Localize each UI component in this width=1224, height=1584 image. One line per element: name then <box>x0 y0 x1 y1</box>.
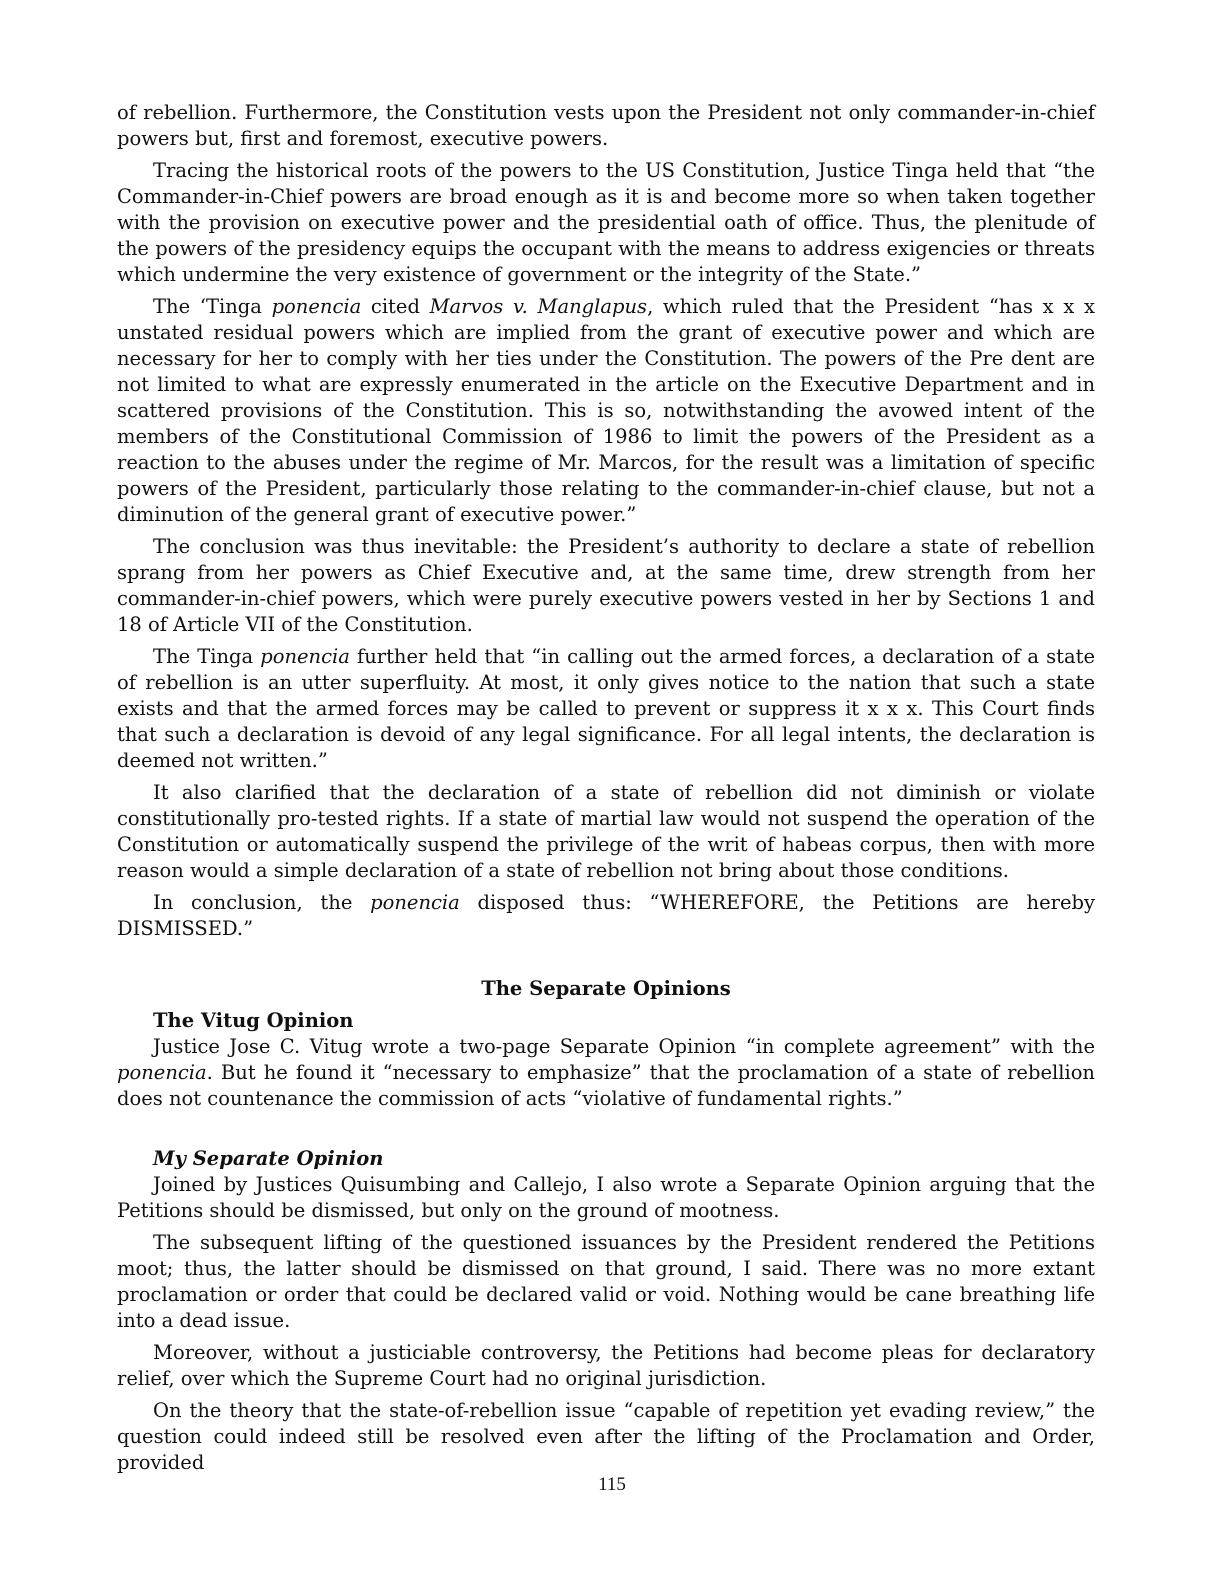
subheading-vitug: The Vitug Opinion <box>153 1009 354 1032</box>
italic-text: ponencia <box>271 295 362 318</box>
text-run: , which ruled that the President “has x x x unstated residual powers which are implied from the grant of executive power and which are necessary for her to comply with her ties under the Constitution. The powers of the Pre dent are not limited to what are expressly enumerated in the article on the Executive Department and in scattered provisions of the Constitution. This is so, notwithstanding the avowed intent of the members of the Constitutional Commission of 1986 to limit the powers of the President as a reaction to the abuses under the regime of Mr. Marcos, for the result was a limitation of specific powers of the President, particularly those relating to the commander-in-chief clause, but not a diminution of the general grant of executive power.” <box>117 295 1095 526</box>
text-run: The ‘Tinga <box>153 295 272 318</box>
paragraph: Tracing the historical roots of the powers to the US Constitution, Justice Tinga held that “the Commander-in-Chief powers are broad enough as it is and become more so when taken together with the provision on executive power and the presidential oath of office. Thus, the plenitude of the powers of the presidency equips the occupant with the means to address exigencies or threats which undermine the very existence of government or the integrity of the State.” <box>117 159 1095 286</box>
document-body <box>117 100 1095 1482</box>
paragraph: Joined by Justices Quisumbing and Callejo, I also wrote a Separate Opinion arguing that the Petitions should be dismissed, but only on the ground of mootness. <box>117 1173 1095 1222</box>
paragraph <box>117 890 1095 942</box>
text-run: In conclusion, the <box>153 891 371 914</box>
text-run: disposed thus: “WHEREFORE, the Petitions are hereby DISMISSED.” <box>117 891 1095 940</box>
paragraph: It also clarified that the declaration of a state of rebellion did not diminish or violate constitutionally pro-tested rights. If a state of martial law would not suspend the operation of the Constitution or automatically suspend the privilege of the writ of habeas corpus, then with more reason would a simple declaration of a state of rebellion not bring about those conditions. <box>117 781 1095 882</box>
italic-text: ponencia <box>260 645 350 668</box>
section-heading: The Separate Opinions <box>481 977 731 1000</box>
paragraph: On the theory that the state-of-rebellion issue “capable of repetition yet evading review,” the question could indeed still be resolved even after the lifting of the Proclamation and Order, provided <box>117 1399 1095 1474</box>
text-run: . But he found it “necessary to emphasize” that the proclamation of a state of rebellion does not countenance the commission of acts “violative of fundamental rights.” <box>117 1061 1095 1110</box>
paragraph: Moreover, without a justiciable controversy, the Petitions had become pleas for declaratory relief, over which the Supreme Court had no original jurisdiction. <box>117 1341 1095 1390</box>
text-run: cited <box>361 295 430 318</box>
text-run: further held that “in calling out the armed forces, a declaration of a state of rebellion is an utter superfluity. At most, it only gives notice to the nation that such a state exists and that the armed forces may be called to prevent or suppress it x x x. This Court finds that such a declaration is devoid of any legal significance. For all legal intents, the declaration is deemed not written.” <box>117 645 1095 772</box>
paragraph: of rebellion. Furthermore, the Constitution vests upon the President not only commander-in-chief powers but, first and foremost, executive powers. <box>117 101 1095 150</box>
italic-text: ponencia <box>117 1061 207 1084</box>
paragraph <box>117 294 1095 528</box>
italic-text: ponencia <box>370 891 460 914</box>
subheading-my-opinion: My Separate Opinion <box>153 1147 384 1170</box>
paragraph <box>117 1034 1095 1112</box>
text-run: The Tinga <box>153 645 261 668</box>
paragraph: The conclusion was thus inevitable: the President’s authority to declare a state of rebellion sprang from her powers as Chief Executive and, at the same time, drew strength from her commander-in-chief powers, which were purely executive powers vested in her by Sections 1 and 18 of Article VII of the Constitution. <box>117 535 1095 636</box>
text-run: Justice Jose C. Vitug wrote a two-page Separate Opinion “in complete agreement” with the <box>153 1035 1095 1058</box>
case-citation: Marvos v. Manglapus <box>429 295 648 318</box>
paragraph <box>117 644 1095 774</box>
page-number: 115 <box>598 1474 626 1495</box>
paragraph: The subsequent lifting of the questioned issuances by the President rendered the Petitions moot; thus, the latter should be dismissed on that ground, I said. There was no more extant proclamation or order that could be declared valid or void. Nothing would be cane breathing life into a dead issue. <box>117 1231 1095 1332</box>
